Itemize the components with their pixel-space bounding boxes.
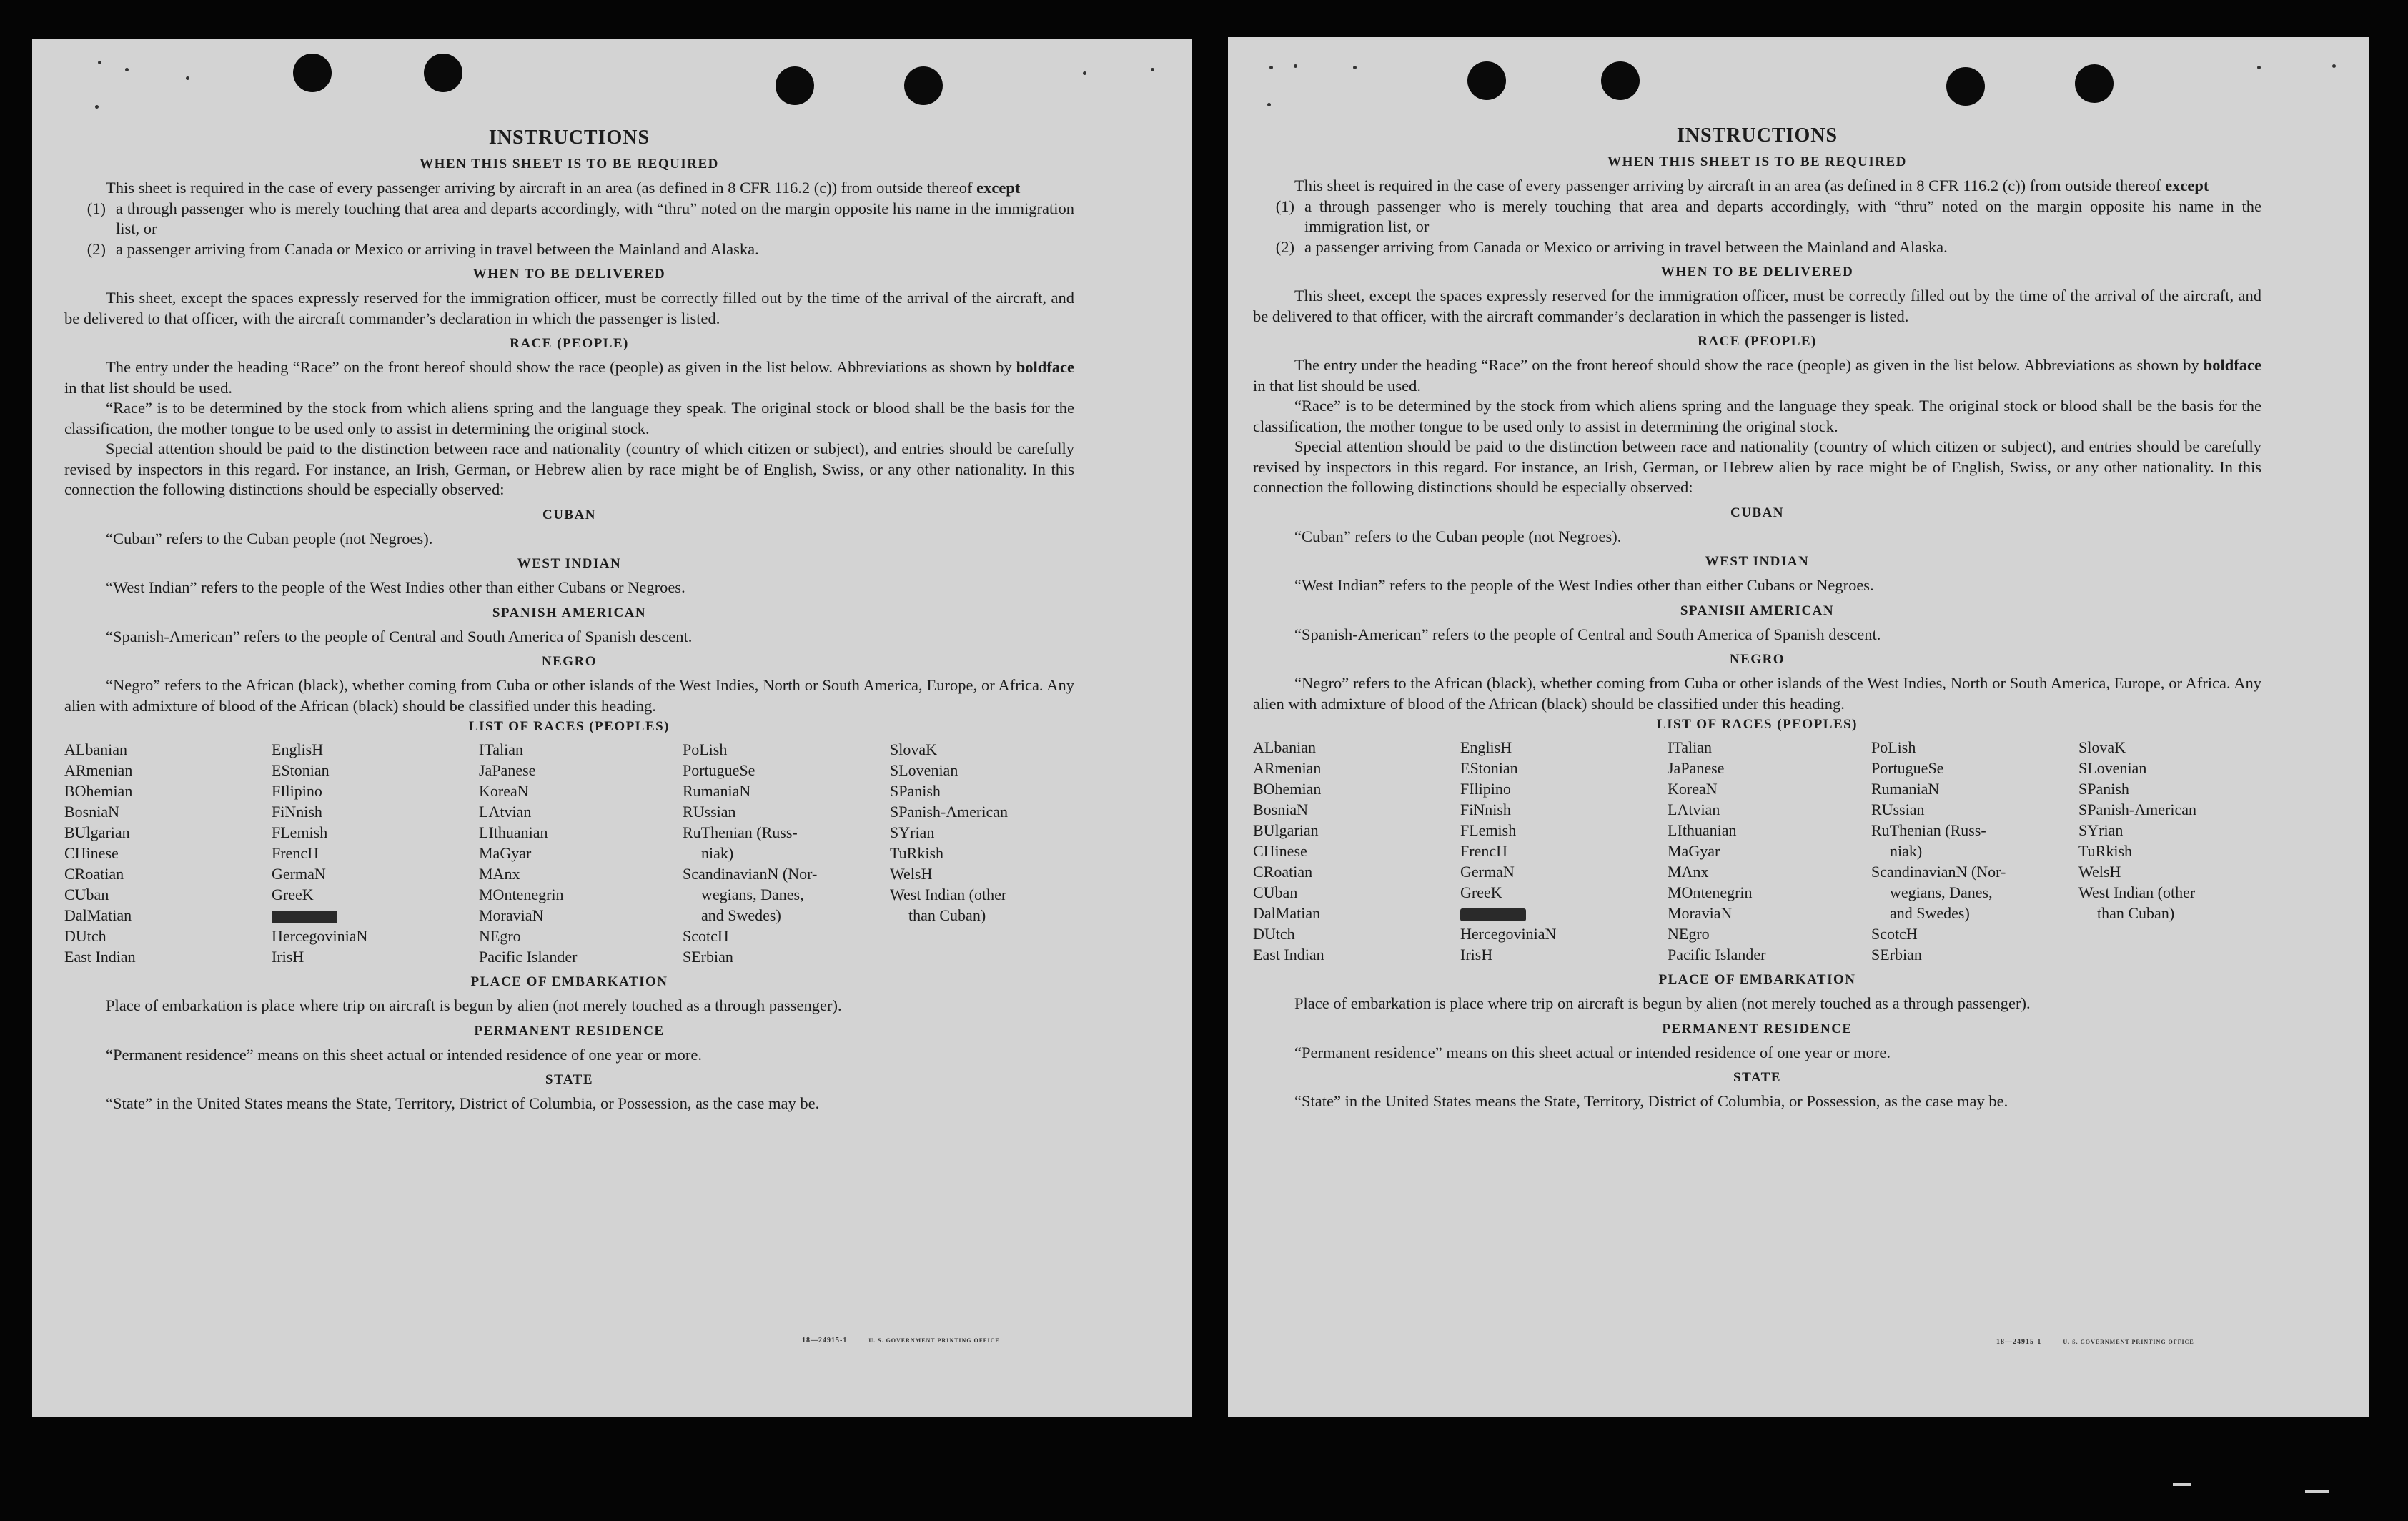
embarkation-text: Place of embarkation is place where trip on aircraft is begun by alien (not merely touched as a through passenger).	[106, 996, 842, 1014]
race-heading: RACE (PEOPLE)	[1698, 334, 1817, 349]
race-item: LAtvian	[479, 803, 532, 821]
race-item: SPanish-American	[890, 803, 1008, 821]
race-item: FIlipino	[272, 782, 322, 800]
race-item: ALbanian	[1253, 738, 1316, 756]
race-item: LIthuanian	[479, 823, 548, 841]
spanish-american-heading: SPANISH AMERICAN	[492, 605, 647, 620]
list-of-races-heading: LIST OF RACES (PEOPLES)	[468, 719, 670, 734]
punch-hole	[904, 66, 943, 105]
race-item: TuRkish	[890, 844, 944, 862]
race-item: East Indian	[1253, 946, 1324, 963]
race-item: MAnx	[479, 865, 520, 883]
race-item: RumaniaN	[683, 782, 751, 800]
race-item: SPanish	[2078, 780, 2129, 798]
race-item: LIthuanian	[1668, 821, 1737, 839]
race-item: wegians, Danes,	[1890, 883, 1993, 901]
race-item: SlovaK	[890, 740, 937, 758]
speck	[2257, 66, 2261, 69]
race-item: GreeK	[1460, 883, 1502, 901]
race-item: MaGyar	[479, 844, 532, 862]
race-item: and Swedes)	[1890, 904, 1970, 922]
speck	[98, 61, 101, 64]
speck	[95, 105, 99, 109]
speck	[1269, 66, 1273, 69]
ink-smudge	[1460, 908, 1526, 921]
race-paragraph: The entry under the heading “Race” on the front hereof should show the race (people) as given in the list below. Abbreviations as shown by boldface in that list should be used.	[1253, 356, 2261, 395]
scan-mark	[2305, 1490, 2329, 1493]
race-item: TuRkish	[2078, 842, 2133, 860]
punch-hole	[424, 54, 462, 92]
race-item: RumaniaN	[1871, 780, 1940, 798]
race-item: BUlgarian	[64, 823, 130, 841]
state-text: “State” in the United States means the State, Territory, District of Columbia, or Possession, as the case may be.	[106, 1094, 820, 1112]
race-item: ScotcH	[1871, 925, 1918, 943]
race-item: MoraviaN	[1668, 904, 1733, 922]
race-item: DUtch	[1253, 925, 1295, 943]
speck	[125, 68, 129, 71]
race-item: wegians, Danes,	[701, 886, 804, 903]
race-item: MoraviaN	[479, 906, 544, 924]
race-paragraph: The entry under the heading “Race” on the front hereof should show the race (people) as given in the list below. Abbreviations as shown by boldface in that list should be used.	[64, 358, 1074, 397]
race-item: GermaN	[272, 865, 326, 883]
form-number: 18—24915-1	[802, 1337, 848, 1344]
races-column	[64, 739, 272, 967]
race-item: WelsH	[2078, 863, 2121, 881]
negro-text: “Negro” refers to the African (black), whether coming from Cuba or other islands of the West Indies, North or South America, Europe, or Africa. Any alien with admixture of blood of the African (black) should be classified under this heading.	[64, 676, 1074, 715]
cuban-heading: CUBAN	[1730, 505, 1785, 520]
race-item: FLemish	[272, 823, 328, 841]
exception-item: (2) a passenger arriving from Canada or Mexico or arriving in travel between the Mainland and Alaska.	[1275, 237, 1948, 256]
race-item: DalMatian	[1253, 904, 1321, 922]
race-item: JaPanese	[1668, 759, 1725, 777]
race-item: DUtch	[64, 927, 106, 945]
race-item: niak)	[701, 844, 734, 862]
race-item: MOntenegrin	[479, 886, 564, 903]
west-indian-heading: WEST INDIAN	[1705, 554, 1810, 569]
race-item: MaGyar	[1668, 842, 1720, 860]
cuban-heading: CUBAN	[542, 507, 597, 522]
negro-text: “Negro” refers to the African (black), whether coming from Cuba or other islands of the West Indies, North or South America, Europe, or Africa. Any alien with admixture of blood of the African (black) should be classified under this heading.	[1253, 674, 2261, 713]
punch-hole	[776, 66, 814, 105]
race-item: CRoatian	[64, 865, 124, 883]
race-item: RUssian	[1871, 801, 1925, 818]
race-item: IrisH	[1460, 946, 1493, 963]
race-item: West Indian (other	[890, 886, 1007, 903]
race-item: FIlipino	[1460, 780, 1511, 798]
races-table	[1253, 737, 2261, 965]
race-item: NEgro	[1668, 925, 1710, 943]
race-item: SYrian	[890, 823, 935, 841]
race-item: West Indian (other	[2078, 883, 2196, 901]
race-item: NEgro	[479, 927, 521, 945]
race-item: Pacific Islander	[479, 948, 578, 966]
race-item: CUban	[64, 886, 109, 903]
race-paragraph: Special attention should be paid to the distinction between race and nationality (country of which citizen or subject), and entries should be carefully revised by inspectors in this regard. For instance, an Irish, German, or Hebrew alien by race might be of English, Swiss, or any other nationality. In this connection the following distinctions should be especially observed:	[1253, 437, 2261, 496]
punch-hole	[2075, 64, 2114, 103]
race-item: MOntenegrin	[1668, 883, 1753, 901]
race-item: PoLish	[1871, 738, 1916, 756]
race-item: RuThenian (Russ-	[1871, 821, 1986, 839]
race-item: CUban	[1253, 883, 1298, 901]
form-footer	[802, 1337, 1000, 1344]
race-item: ScandinavianN (Nor-	[1871, 863, 2006, 881]
race-item: ITalian	[479, 740, 523, 758]
race-item: HercegoviniaN	[1460, 925, 1557, 943]
race-item: RuThenian (Russ-	[683, 823, 798, 841]
negro-heading: NEGRO	[1729, 652, 1785, 667]
race-item: SErbian	[1871, 946, 1922, 963]
west-indian-text: “West Indian” refers to the people of the West Indies other than either Cubans or Negroes.	[1294, 576, 1874, 594]
race-item: IrisH	[272, 948, 304, 966]
race-item: KoreaN	[1668, 780, 1718, 798]
list-of-races-heading: LIST OF RACES (PEOPLES)	[1656, 717, 1858, 732]
punch-hole	[293, 54, 332, 92]
exception-item: (1) a through passenger who is merely touching that area and departs accordingly, with “thru” noted on the margin opposite his name in the immigration list, or	[1275, 197, 2261, 235]
race-item: ARmenian	[1253, 759, 1322, 777]
race-paragraph: “Race” is to be determined by the stock from which aliens spring and the language they speak. The original stock or blood shall be the basis for the classification, the mother tongue to be used only to assist in determining the original stock.	[64, 399, 1074, 437]
race-item: CRoatian	[1253, 863, 1313, 881]
races-column	[1460, 737, 1668, 965]
when-delivered-text: This sheet, except the spaces expressly reserved for the immigration officer, must be correctly filled out by the time of the arrival of the aircraft, and be delivered to that officer, with the aircraft commander’s declaration in which the passenger is listed.	[1253, 287, 2261, 325]
race-item-smudged	[272, 905, 479, 926]
punch-hole	[1601, 61, 1640, 100]
embarkation-heading: PLACE OF EMBARKATION	[1658, 972, 1856, 987]
residence-text: “Permanent residence” means on this sheet actual or intended residence of one year or more.	[106, 1045, 703, 1064]
exception-item: (2) a passenger arriving from Canada or Mexico or arriving in travel between the Mainland and Alaska.	[86, 239, 759, 258]
cuban-text: “Cuban” refers to the Cuban people (not Negroes).	[1294, 527, 1622, 545]
race-item: HercegoviniaN	[272, 927, 368, 945]
race-item: EnglisH	[272, 740, 324, 758]
race-item: FrencH	[1460, 842, 1507, 860]
race-item: SErbian	[683, 948, 733, 966]
races-column	[890, 739, 1076, 967]
races-table	[64, 739, 1074, 967]
printer-name: U. S. GOVERNMENT PRINTING OFFICE	[2063, 1339, 2194, 1345]
when-delivered-heading: WHEN TO BE DELIVERED	[1660, 264, 1854, 279]
instructions-content	[1253, 124, 2261, 1112]
race-item: ALbanian	[64, 740, 127, 758]
race-item: SPanish-American	[2078, 801, 2196, 818]
race-item: ITalian	[1668, 738, 1712, 756]
race-item: BosniaN	[64, 803, 119, 821]
speck	[1151, 68, 1154, 71]
speck	[2332, 64, 2336, 68]
when-required-heading: WHEN THIS SHEET IS TO BE REQUIRED	[420, 157, 719, 172]
race-item: EStonian	[272, 761, 330, 779]
page-title: INSTRUCTIONS	[488, 127, 650, 149]
residence-text: “Permanent residence” means on this sheet actual or intended residence of one year or more.	[1294, 1043, 1891, 1061]
form-number: 18—24915-1	[1996, 1338, 2042, 1346]
scan-mark	[2173, 1483, 2191, 1486]
race-item: Pacific Islander	[1668, 946, 1766, 963]
race-item: FiNnish	[272, 803, 322, 821]
race-item: SLovenian	[2078, 759, 2147, 777]
ink-smudge	[272, 911, 337, 923]
race-item: East Indian	[64, 948, 136, 966]
race-item: BUlgarian	[1253, 821, 1319, 839]
race-item: WelsH	[890, 865, 933, 883]
page-title: INSTRUCTIONS	[1676, 124, 1838, 147]
race-item: than Cuban)	[908, 906, 986, 924]
race-item: RUssian	[683, 803, 736, 821]
printer-name: U. S. GOVERNMENT PRINTING OFFICE	[868, 1337, 1000, 1344]
when-delivered-text: This sheet, except the spaces expressly reserved for the immigration officer, must be correctly filled out by the time of the arrival of the aircraft, and be delivered to that officer, with the aircraft commander’s declaration in which the passenger is listed.	[64, 289, 1074, 327]
residence-heading: PERMANENT RESIDENCE	[1662, 1021, 1853, 1036]
when-required-text: This sheet is required in the case of every passenger arriving by aircraft in an area (as defined in 8 CFR 116.2 (c)) from outside thereof except	[106, 179, 1021, 197]
race-item: DalMatian	[64, 906, 132, 924]
races-column	[479, 739, 683, 967]
race-item: GreeK	[272, 886, 314, 903]
races-column	[683, 739, 890, 967]
races-column	[1668, 737, 1871, 965]
race-item: niak)	[1890, 842, 1923, 860]
when-required-heading: WHEN THIS SHEET IS TO BE REQUIRED	[1607, 154, 1907, 169]
race-item: ScotcH	[683, 927, 729, 945]
speck	[1294, 64, 1297, 68]
cuban-text: “Cuban” refers to the Cuban people (not Negroes).	[106, 529, 433, 548]
race-item: ARmenian	[64, 761, 133, 779]
race-item: CHinese	[1253, 842, 1307, 860]
form-footer	[1996, 1338, 2194, 1346]
races-column	[2078, 737, 2264, 965]
state-heading: STATE	[545, 1072, 593, 1087]
west-indian-heading: WEST INDIAN	[517, 556, 622, 571]
race-item: LAtvian	[1668, 801, 1720, 818]
race-item: SYrian	[2078, 821, 2124, 839]
state-heading: STATE	[1733, 1070, 1781, 1085]
speck	[186, 76, 189, 80]
race-item-smudged	[1460, 903, 1668, 923]
race-item: EnglisH	[1460, 738, 1512, 756]
race-item: PortugueSe	[1871, 759, 1944, 777]
race-item: SLovenian	[890, 761, 958, 779]
race-item: FiNnish	[1460, 801, 1511, 818]
races-column	[1871, 737, 2078, 965]
race-paragraph: “Race” is to be determined by the stock from which aliens spring and the language they speak. The original stock or blood shall be the basis for the classification, the mother tongue to be used only to assist in determining the original stock.	[1253, 397, 2261, 435]
race-item: EStonian	[1460, 759, 1518, 777]
negro-heading: NEGRO	[541, 654, 598, 669]
races-column	[272, 739, 479, 967]
race-item: and Swedes)	[701, 906, 781, 924]
race-item: than Cuban)	[2097, 904, 2175, 922]
race-item: KoreaN	[479, 782, 529, 800]
race-item: FLemish	[1460, 821, 1517, 839]
west-indian-text: “West Indian” refers to the people of the West Indies other than either Cubans or Negroes.	[106, 578, 685, 596]
speck	[1353, 66, 1357, 69]
spanish-american-text: “Spanish-American” refers to the people of Central and South America of Spanish descent.	[106, 627, 693, 645]
embarkation-heading: PLACE OF EMBARKATION	[470, 974, 668, 989]
document-page-left	[32, 39, 1192, 1417]
race-item: GermaN	[1460, 863, 1515, 881]
exception-item: (1) a through passenger who is merely touching that area and departs accordingly, with “thru” noted on the margin opposite his name in the immigration list, or	[86, 199, 1074, 237]
punch-hole	[1946, 67, 1985, 106]
race-item: FrencH	[272, 844, 319, 862]
embarkation-text: Place of embarkation is place where trip on aircraft is begun by alien (not merely touched as a through passenger).	[1294, 994, 2031, 1012]
race-item: JaPanese	[479, 761, 536, 779]
race-item: PortugueSe	[683, 761, 755, 779]
when-delivered-heading: WHEN TO BE DELIVERED	[472, 267, 666, 282]
race-item: SPanish	[890, 782, 941, 800]
when-required-text: This sheet is required in the case of every passenger arriving by aircraft in an area (as defined in 8 CFR 116.2 (c)) from outside thereof except	[1294, 177, 2209, 194]
spanish-american-heading: SPANISH AMERICAN	[1680, 603, 1835, 618]
race-item: PoLish	[683, 740, 728, 758]
races-column	[1253, 737, 1460, 965]
race-item: BosniaN	[1253, 801, 1308, 818]
spanish-american-text: “Spanish-American” refers to the people of Central and South America of Spanish descent.	[1294, 625, 1881, 643]
residence-heading: PERMANENT RESIDENCE	[474, 1023, 665, 1039]
race-paragraph: Special attention should be paid to the distinction between race and nationality (country of which citizen or subject), and entries should be carefully revised by inspectors in this regard. For instance, an Irish, German, or Hebrew alien by race might be of English, Swiss, or any other nationality. In this connection the following distinctions should be especially observed:	[64, 440, 1074, 498]
speck	[1267, 103, 1271, 106]
race-item: BOhemian	[1253, 780, 1322, 798]
race-item: SlovaK	[2078, 738, 2126, 756]
instructions-content	[64, 127, 1074, 1114]
race-heading: RACE (PEOPLE)	[510, 336, 629, 351]
speck	[1083, 71, 1086, 75]
document-page-right	[1228, 37, 2369, 1417]
race-item: BOhemian	[64, 782, 133, 800]
punch-hole	[1467, 61, 1506, 100]
race-item: ScandinavianN (Nor-	[683, 865, 818, 883]
race-item: MAnx	[1668, 863, 1709, 881]
state-text: “State” in the United States means the State, Territory, District of Columbia, or Possession, as the case may be.	[1294, 1092, 2008, 1110]
race-item: CHinese	[64, 844, 119, 862]
